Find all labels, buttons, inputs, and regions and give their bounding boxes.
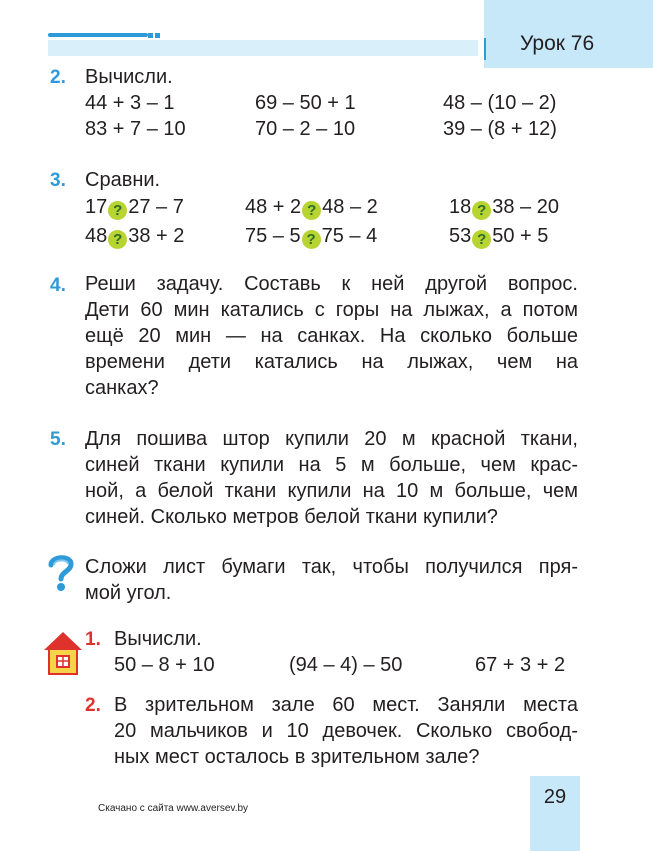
task-title: Вычисли.	[85, 66, 173, 88]
text-line: В зрительном зале 60 мест. Заняли места	[114, 694, 578, 716]
expression: 39 – (8 + 12)	[443, 118, 557, 140]
comparison-left: 53	[449, 225, 472, 247]
task-text	[114, 692, 578, 770]
comparison-left: 18	[449, 196, 472, 218]
task-text	[85, 426, 578, 530]
text-line: ных мест осталось в зрительном зале?	[114, 746, 480, 768]
header-accent-square	[148, 33, 153, 38]
task-number: 4.	[50, 275, 66, 296]
expression: 48 – (10 – 2)	[443, 92, 557, 114]
expression: 50 – 8 + 10	[114, 654, 215, 676]
header-accent-square	[155, 33, 160, 38]
text-line: ной, а белой ткани купили на 10 м больше, чем	[85, 480, 578, 502]
expression: 44 + 3 – 1	[85, 92, 175, 114]
expression: 83 + 7 – 10	[85, 118, 186, 140]
comparison	[85, 194, 184, 220]
comparison-right: 38 + 2	[128, 225, 185, 247]
comparison-right: 75 – 4	[321, 225, 378, 247]
comparison	[449, 194, 559, 220]
comparison-left: 17	[85, 196, 108, 218]
task-number: 3.	[50, 170, 66, 191]
text-line: санках?	[85, 377, 159, 399]
puzzle-question-icon	[46, 553, 76, 593]
comparison-left: 48 + 2	[245, 196, 302, 218]
task-title: Вычисли.	[114, 628, 202, 650]
header-divider	[484, 38, 486, 60]
comparison	[245, 223, 377, 249]
page-number: 29	[543, 786, 567, 808]
text-line: синей. Сколько метров белой ткани купили?	[85, 506, 498, 528]
expression: 70 – 2 – 10	[255, 118, 356, 140]
comparison-left: 48	[85, 225, 108, 247]
text-line: 20 мальчиков и 10 девочек. Сколько свобод-	[114, 720, 578, 742]
expression: 69 – 50 + 1	[255, 92, 356, 114]
comparison-right: 38 – 20	[492, 196, 559, 218]
source-note: Скачано с сайта www.aversev.by	[98, 803, 249, 814]
text-line: Дети 60 мин катались с горы на лыжах, а потом	[85, 299, 578, 321]
text-line: Реши задачу. Составь к ней другой вопрос.	[85, 273, 578, 295]
comparison	[245, 194, 378, 220]
task-title: Сравни.	[85, 169, 161, 191]
house-icon	[42, 630, 84, 676]
task-number: 2.	[85, 695, 101, 716]
text-line: времени дети катались на лыжах, чем на	[85, 351, 578, 373]
question-icon: ?	[108, 230, 127, 249]
text-line: Сложи лист бумаги так, чтобы получился пря-	[85, 556, 578, 578]
header-accent-bar	[48, 33, 148, 37]
lesson-title: Урок 76	[520, 32, 595, 55]
text-line: мой угол.	[85, 582, 172, 604]
text-line: Для пошива штор купили 20 м красной ткани,	[85, 428, 578, 450]
comparison-right: 27 – 7	[128, 196, 184, 218]
question-icon: ?	[302, 201, 321, 220]
text-line: ещё 20 мин — на санках. На сколько больше	[85, 325, 578, 347]
task-number: 5.	[50, 429, 66, 450]
task-text	[85, 554, 578, 606]
question-icon: ?	[472, 201, 491, 220]
header-band	[48, 40, 478, 56]
task-number: 2.	[50, 67, 66, 88]
comparison	[449, 223, 548, 249]
task-number: 1.	[85, 629, 101, 650]
task-text	[85, 271, 578, 401]
text-line: синей ткани купили на 5 м больше, чем крас-	[85, 454, 578, 476]
question-icon: ?	[302, 230, 321, 249]
expression: 67 + 3 + 2	[475, 654, 566, 676]
comparison-right: 48 – 2	[322, 196, 378, 218]
question-icon: ?	[472, 230, 491, 249]
expression: (94 – 4) – 50	[289, 654, 403, 676]
comparison	[85, 223, 184, 249]
question-icon: ?	[108, 201, 127, 220]
comparison-left: 75 – 5	[245, 225, 301, 247]
comparison-right: 50 + 5	[492, 225, 549, 247]
